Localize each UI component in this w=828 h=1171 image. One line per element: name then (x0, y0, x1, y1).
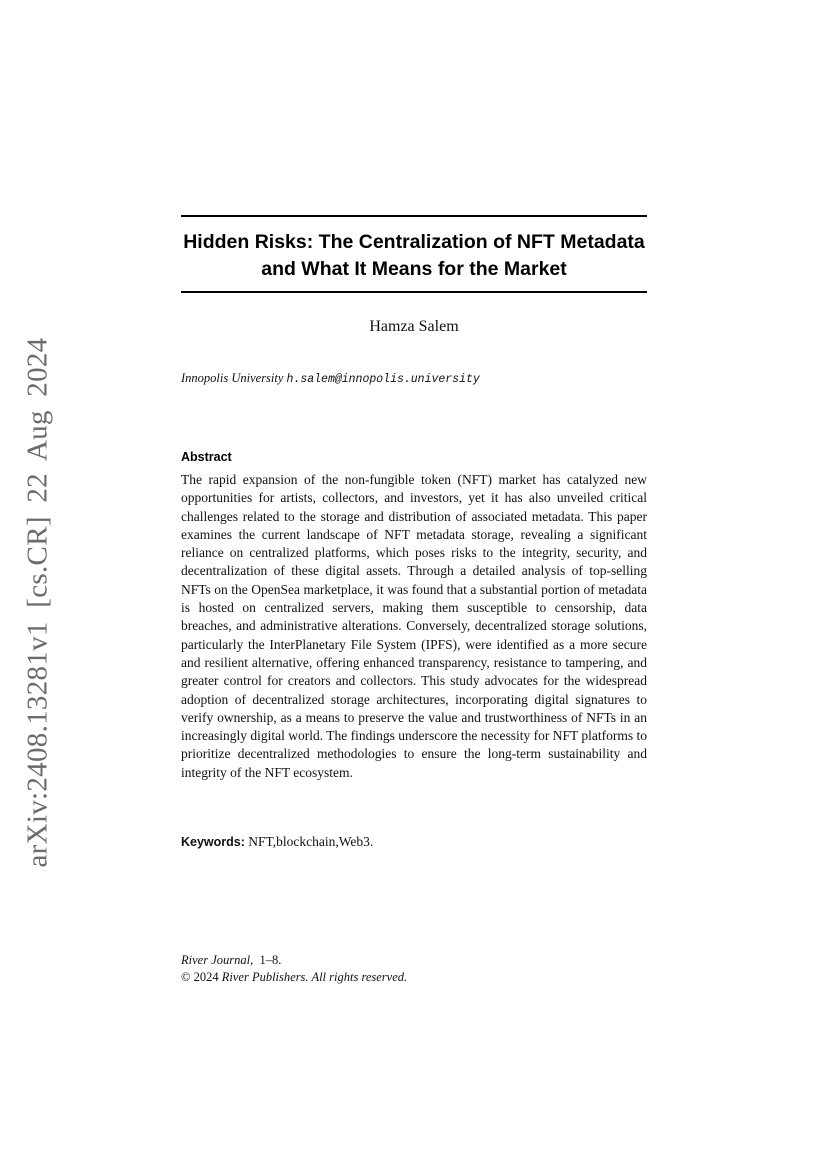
keywords-value: NFT,blockchain,Web3. (248, 834, 374, 849)
keywords-line (181, 833, 647, 851)
journal-pages: 1–8. (259, 953, 282, 967)
title-top-rule (181, 215, 647, 217)
arxiv-identifier-stamp (18, 337, 58, 867)
journal-citation (181, 952, 647, 969)
journal-name: River Journal, (181, 953, 254, 967)
keywords-label: Keywords: (181, 835, 245, 849)
author-affiliation (181, 369, 647, 389)
journal-footer (181, 952, 647, 986)
copyright-year: © 2024 (181, 970, 219, 984)
title-bottom-rule (181, 291, 647, 293)
paper-title: Hidden Risks: The Centralization of NFT Metadata and What It Means for the Market (183, 231, 645, 280)
author-email: h.salem@innopolis.university (286, 373, 480, 386)
institution-name: Innopolis University (181, 371, 284, 385)
author-name: Hamza Salem (369, 318, 459, 335)
copyright-line (181, 969, 647, 986)
arxiv-identifier-text: arXiv:2408.13281v1 [cs.CR] 22 Aug 2024 (21, 337, 54, 867)
abstract-text: The rapid expansion of the non-fungible token (NFT) market has catalyzed new opportunities for artists, collectors, and investors, yet it has also unveiled critical challenges related to the storage and distribution of associated metadata. This paper examines the current landscape of NFT metadata storage, revealing a significant reliance on centralized platforms, which poses risks to the integrity, security, and decentralization of these digital assets. Through a detailed analysis of top-selling NFTs on the OpenSea marketplace, it was found that a substantial portion of metadata is hosted on centralized servers, making them susceptible to censorship, data breaches, and administrative alterations. Conversely, decentralized storage solutions, particularly the InterPlanetary File System (IPFS), were identified as a more secure and resilient alternative, offering enhanced transparency, resistance to tampering, and greater control for creators and collectors. This study advocates for the widespread adoption of decentralized storage architectures, incorporating digital signatures to verify ownership, as a means to preserve the value and trustworthiness of NFTs in an increasingly digital world. The findings underscore the necessity for NFT platforms to prioritize decentralized methodologies to ensure the long-term sustainability and integrity of the NFT ecosystem. (181, 472, 647, 780)
publisher-notice: River Publishers. All rights reserved. (221, 970, 408, 984)
abstract-heading: Abstract (181, 450, 232, 464)
